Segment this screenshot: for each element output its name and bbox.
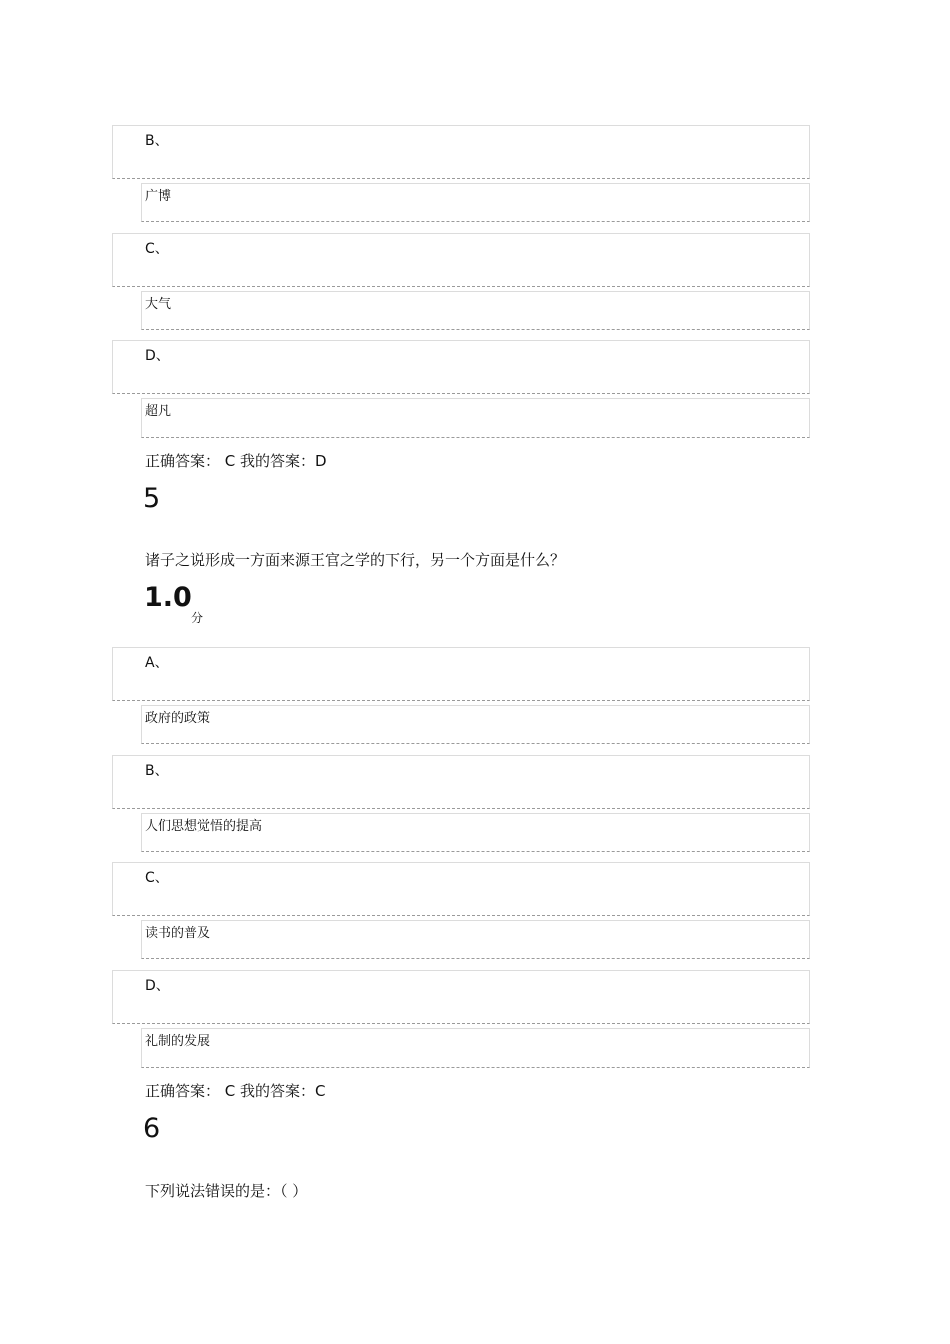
option-answer-text: 读书的普及 [145, 926, 211, 941]
answer-result: 正确答案： C 我的答案：C [145, 1082, 326, 1100]
option-answer-text: 超凡 [145, 404, 172, 419]
option-answer-box [141, 920, 810, 959]
question-score: 1.0 [144, 582, 192, 613]
option-c-row[interactable] [112, 233, 810, 287]
option-answer-text: 广博 [145, 189, 172, 204]
question-text: 下列说法错误的是：（ ） [145, 1182, 308, 1200]
option-b-row[interactable] [112, 755, 810, 809]
question-number: 6 [143, 1113, 161, 1144]
answer-result: 正确答案： C 我的答案：D [145, 452, 327, 470]
option-answer-box [141, 291, 810, 330]
score-unit: 分 [191, 611, 204, 625]
option-answer-box [141, 398, 810, 438]
option-answer-box [141, 705, 810, 744]
question-text: 诸子之说形成一方面来源王官之学的下行，另一个方面是什么？ [145, 551, 566, 569]
option-label: D、 [145, 348, 170, 364]
option-label: C、 [145, 870, 169, 886]
option-answer-text: 人们思想觉悟的提高 [145, 819, 263, 834]
option-label: B、 [145, 763, 169, 779]
option-answer-text: 礼制的发展 [145, 1034, 211, 1049]
option-answer-box [141, 1028, 810, 1068]
option-b-row[interactable] [112, 125, 810, 179]
option-label: D、 [145, 978, 170, 994]
option-label: C、 [145, 241, 169, 257]
option-answer-text: 政府的政策 [145, 711, 211, 726]
option-answer-text: 大气 [145, 297, 172, 312]
option-answer-box [141, 183, 810, 222]
question-number: 5 [143, 483, 161, 514]
option-a-row[interactable] [112, 647, 810, 701]
option-label: A、 [145, 655, 169, 671]
option-label: B、 [145, 133, 169, 149]
option-d-row[interactable] [112, 340, 810, 394]
option-c-row[interactable] [112, 862, 810, 916]
option-d-row[interactable] [112, 970, 810, 1024]
